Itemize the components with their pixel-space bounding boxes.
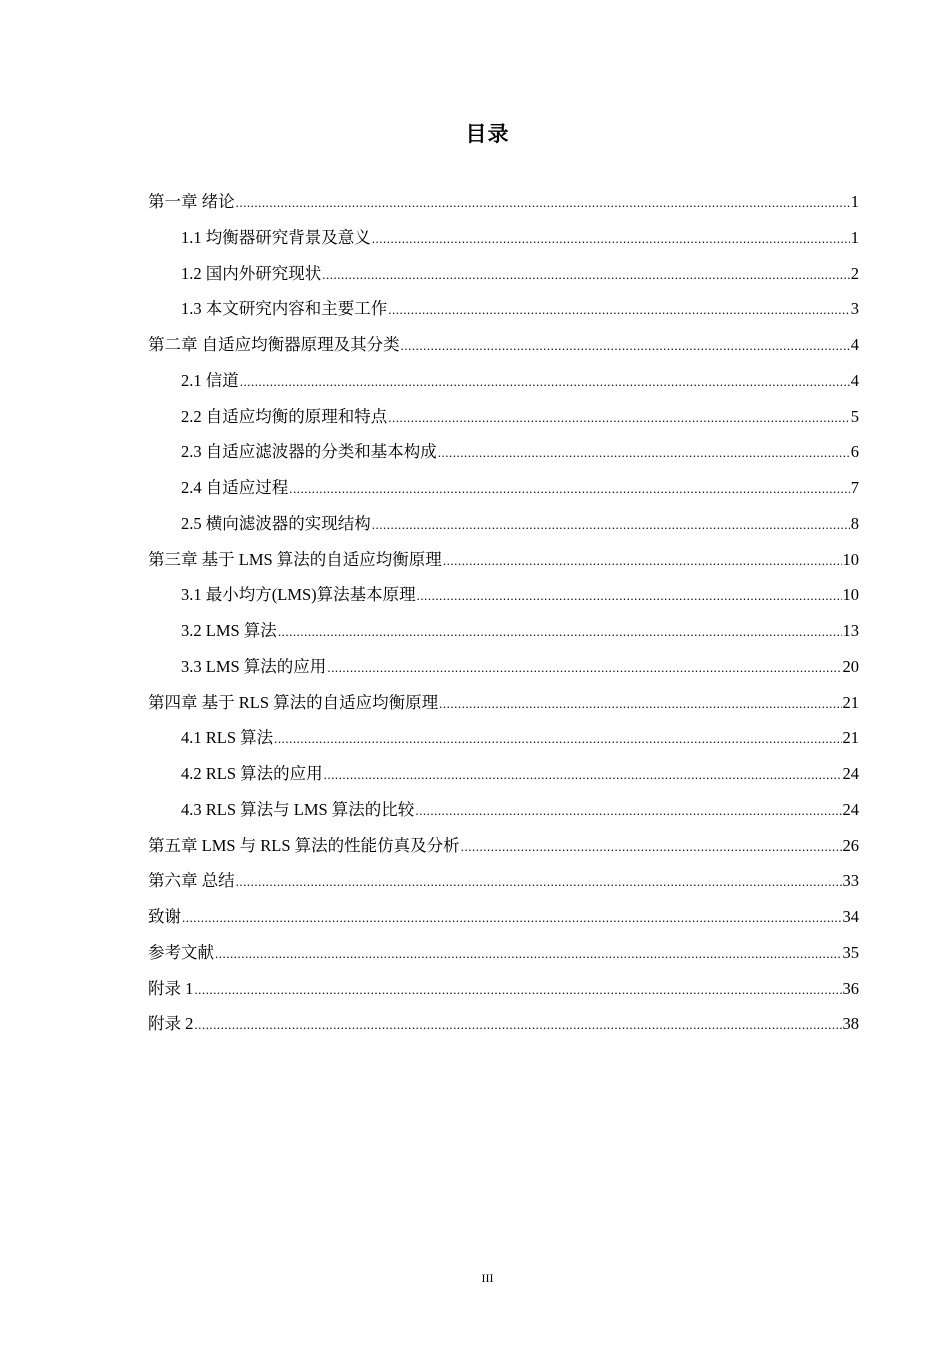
toc-entry-page-number: 2 [850, 263, 859, 283]
toc-dot-leader [278, 624, 842, 640]
toc-section-entry[interactable] [148, 724, 859, 760]
toc-entry-page-number: 10 [842, 585, 859, 605]
toc-dot-leader [388, 302, 850, 318]
toc-entry-page-number: 1 [850, 227, 859, 247]
toc-chapter-entry[interactable] [148, 903, 859, 939]
table-of-contents [148, 188, 859, 1046]
toc-entry-label: 第六章 总结 [148, 871, 235, 891]
toc-entry-page-number: 24 [842, 799, 859, 819]
page-number: III [481, 1271, 494, 1285]
toc-entry-page-number: 21 [842, 692, 859, 712]
toc-entry-label: 附录 1 [148, 978, 194, 998]
toc-entry-label: 2.5 横向滤波器的实现结构 [181, 513, 371, 533]
toc-section-entry[interactable] [148, 403, 859, 439]
toc-section-entry[interactable] [148, 796, 859, 832]
toc-section-entry[interactable] [148, 367, 859, 403]
toc-section-entry[interactable] [148, 653, 859, 689]
toc-section-entry[interactable] [148, 260, 859, 296]
toc-entry-page-number: 13 [842, 621, 859, 640]
toc-chapter-entry[interactable] [148, 331, 859, 367]
toc-entry-label: 1.3 本文研究内容和主要工作 [181, 299, 388, 319]
toc-entry-label: 3.2 LMS 算法 [181, 621, 277, 640]
toc-dot-leader [182, 910, 842, 926]
toc-entry-label: 参考文献 [148, 942, 214, 962]
toc-dot-leader [274, 731, 841, 747]
toc-section-entry[interactable] [148, 510, 859, 546]
toc-chapter-entry[interactable] [148, 832, 859, 868]
toc-entry-page-number: 38 [842, 1014, 859, 1034]
toc-entry-page-number: 4 [850, 335, 859, 354]
toc-dot-leader [327, 660, 841, 676]
toc-section-entry[interactable] [148, 617, 859, 653]
toc-chapter-entry[interactable] [148, 546, 859, 582]
toc-entry-page-number: 34 [842, 907, 859, 926]
toc-dot-leader [322, 267, 850, 283]
toc-entry-label: 致谢 [148, 907, 181, 926]
toc-chapter-entry[interactable] [148, 188, 859, 224]
toc-dot-leader [372, 517, 850, 533]
toc-section-entry[interactable] [148, 295, 859, 331]
toc-entry-label: 4.3 RLS 算法与 LMS 算法的比较 [181, 799, 415, 819]
toc-section-entry[interactable] [148, 760, 859, 796]
toc-dot-leader [443, 553, 842, 569]
toc-dot-leader [438, 445, 850, 461]
toc-entry-label: 第四章 基于 RLS 算法的自适应均衡原理 [148, 692, 439, 712]
toc-dot-leader [372, 231, 850, 247]
toc-entry-page-number: 1 [850, 192, 859, 211]
toc-dot-leader [439, 696, 841, 712]
toc-entry-page-number: 3 [850, 299, 859, 319]
toc-entry-label: 1.1 均衡器研究背景及意义 [181, 227, 371, 247]
toc-dot-leader [461, 839, 842, 855]
toc-section-entry[interactable] [148, 474, 859, 510]
toc-entry-label: 1.2 国内外研究现状 [181, 263, 322, 283]
toc-entry-page-number: 24 [842, 764, 859, 783]
toc-chapter-entry[interactable] [148, 867, 859, 903]
toc-dot-leader [388, 410, 850, 426]
toc-entry-label: 第二章 自适应均衡器原理及其分类 [148, 335, 400, 354]
toc-entry-label: 3.3 LMS 算法的应用 [181, 656, 327, 676]
toc-entry-page-number: 10 [842, 549, 859, 569]
toc-entry-label: 2.3 自适应滤波器的分类和基本构成 [181, 442, 437, 462]
toc-dot-leader [417, 588, 842, 604]
toc-entry-page-number: 36 [842, 978, 859, 998]
toc-entry-label: 2.2 自适应均衡的原理和特点 [181, 406, 388, 426]
toc-entry-label: 第一章 绪论 [148, 192, 235, 211]
toc-entry-page-number: 8 [850, 513, 859, 533]
toc-entry-page-number: 6 [850, 442, 859, 462]
toc-dot-leader [324, 767, 842, 783]
toc-entry-page-number: 26 [842, 835, 859, 855]
toc-dot-leader [415, 803, 841, 819]
toc-entry-label: 4.2 RLS 算法的应用 [181, 764, 323, 783]
toc-dot-leader [236, 874, 842, 890]
toc-chapter-entry[interactable] [148, 939, 859, 975]
toc-dot-leader [240, 374, 850, 390]
toc-entry-label: 第三章 基于 LMS 算法的自适应均衡原理 [148, 549, 442, 569]
toc-entry-label: 附录 2 [148, 1014, 194, 1034]
toc-entry-page-number: 5 [850, 406, 859, 426]
toc-entry-page-number: 20 [842, 656, 859, 676]
toc-entry-page-number: 4 [850, 370, 859, 390]
page-title: 目录 [465, 122, 510, 146]
toc-entry-page-number: 33 [842, 871, 859, 891]
toc-chapter-entry[interactable] [148, 975, 859, 1011]
toc-entry-label: 4.1 RLS 算法 [181, 728, 274, 748]
toc-chapter-entry[interactable] [148, 1010, 859, 1046]
toc-entry-label: 2.1 信道 [181, 370, 239, 390]
toc-entry-label: 3.1 最小均方(LMS)算法基本原理 [181, 585, 416, 605]
toc-dot-leader [236, 195, 850, 211]
toc-entry-page-number: 7 [850, 478, 859, 497]
toc-entry-page-number: 21 [842, 728, 859, 748]
toc-entry-label: 第五章 LMS 与 RLS 算法的性能仿真及分析 [148, 835, 460, 855]
toc-dot-leader [289, 481, 850, 497]
toc-dot-leader [194, 1017, 841, 1033]
toc-section-entry[interactable] [148, 581, 859, 617]
toc-section-entry[interactable] [148, 438, 859, 474]
toc-entry-page-number: 35 [842, 942, 859, 962]
toc-dot-leader [194, 982, 841, 998]
toc-entry-label: 2.4 自适应过程 [181, 478, 289, 497]
toc-section-entry[interactable] [148, 224, 859, 260]
toc-dot-leader [401, 338, 850, 354]
toc-dot-leader [215, 946, 842, 962]
toc-chapter-entry[interactable] [148, 689, 859, 725]
